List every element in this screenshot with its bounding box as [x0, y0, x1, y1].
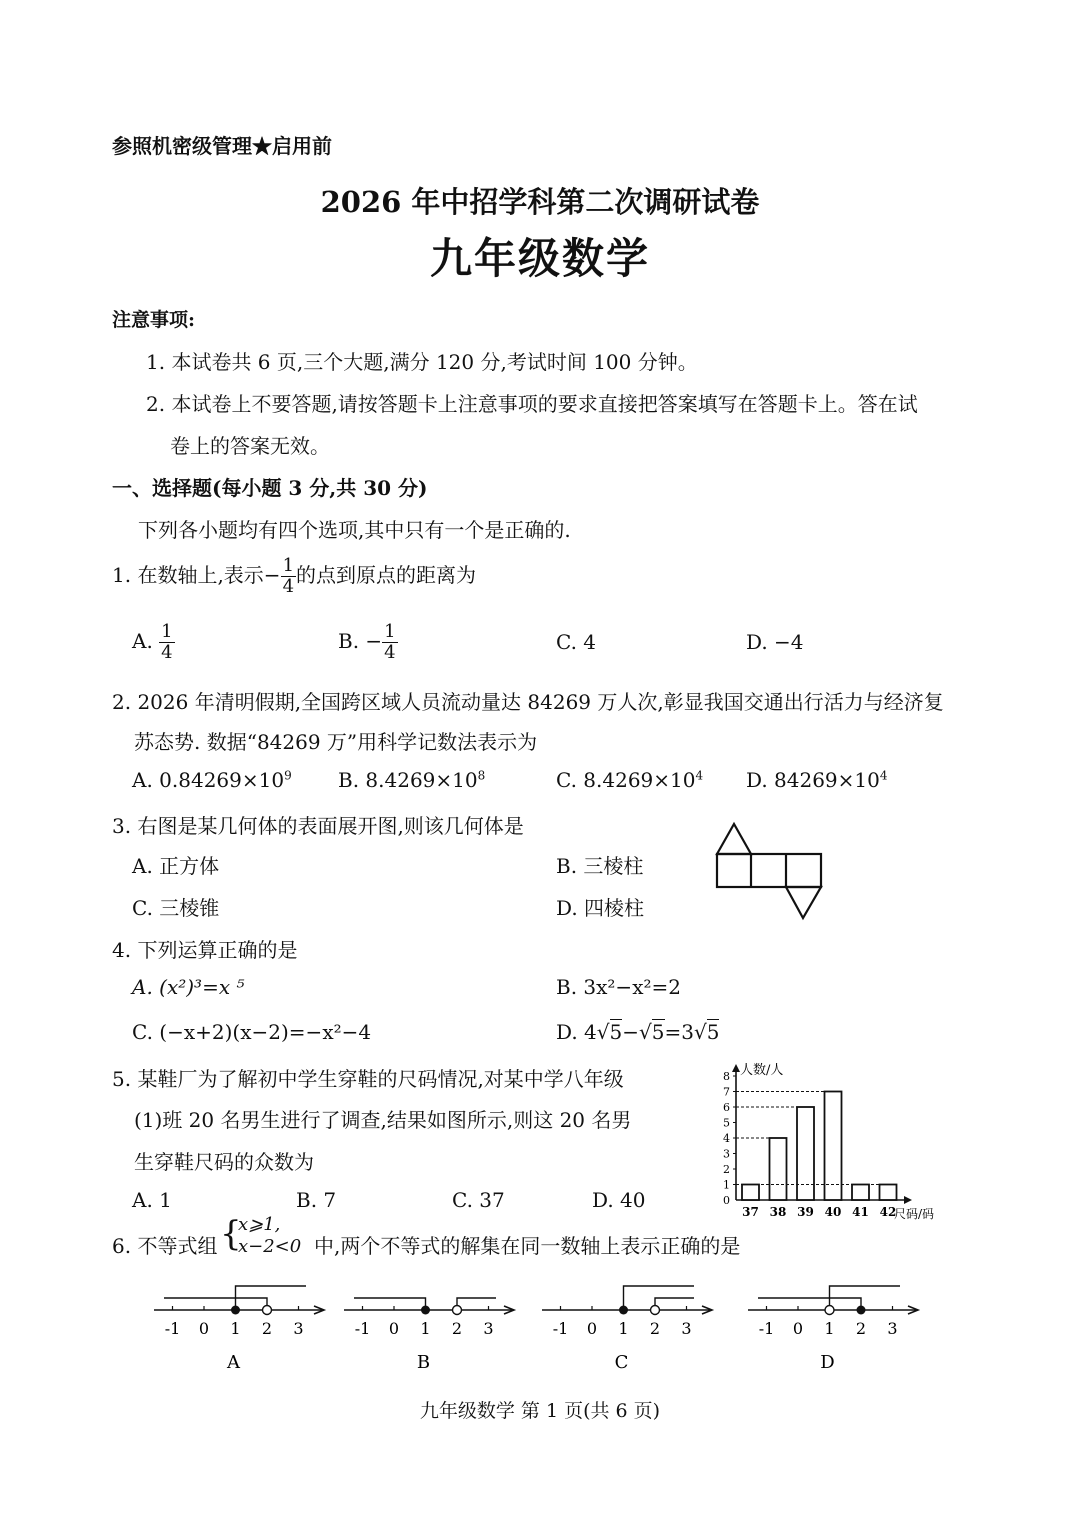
question-3-option-b: B. 三棱柱 — [556, 854, 644, 878]
tick-label: 0 — [388, 1319, 400, 1338]
tick-label: -1 — [552, 1319, 569, 1338]
tick-label: 1 — [618, 1319, 629, 1338]
question-5-option-b: B. 7 — [296, 1188, 337, 1212]
section-heading: 一、选择题(每小题 3 分,共 30 分) — [112, 476, 428, 500]
tick-label: 0 — [586, 1319, 598, 1338]
question-2-option-b: B. $8.4269\times 10^8$ — [338, 768, 486, 792]
y-tick-label: 6 — [723, 1101, 730, 1114]
notes-item-1: 1. 本试卷共 6 页,三个大题,满分 120 分,考试时间 100 分钟。 — [146, 350, 698, 374]
inequality-system: x⩾1, x−2<0 — [238, 1214, 302, 1257]
tick-label: 3 — [483, 1319, 494, 1338]
hollow-endpoint — [825, 1306, 834, 1315]
bar-41 — [852, 1185, 869, 1201]
tick-label: 1 — [230, 1319, 241, 1338]
tick-label: 1 — [824, 1319, 835, 1338]
y-axis-label: 人数/人 — [740, 1063, 784, 1078]
y-tick-label: 2 — [723, 1163, 730, 1176]
option-label: C — [614, 1352, 629, 1373]
option-label: A — [227, 1352, 240, 1373]
exam-title: 2026 年中招学科第二次调研试卷 — [320, 185, 760, 219]
section-intro: 下列各小题均有四个选项,其中只有一个是正确的. — [138, 518, 571, 542]
question-4-option-b: B. 3x²−x²=2 — [556, 975, 681, 999]
hollow-range-bracket — [164, 1298, 267, 1310]
x-tick-label: 41 — [852, 1205, 869, 1219]
tick-label: 2 — [451, 1319, 463, 1338]
y-tick-label: 7 — [723, 1085, 730, 1099]
solid-endpoint — [857, 1306, 866, 1315]
bar-40 — [825, 1092, 842, 1201]
hollow-endpoint — [453, 1306, 462, 1315]
y-tick-label: 0 — [723, 1194, 730, 1207]
shoe-size-bar-chart — [700, 1058, 950, 1224]
question-1-option-b: B. − $\frac{1}{4}$ — [338, 621, 396, 663]
y-axis-arrow — [732, 1064, 740, 1072]
number-line-option-A — [154, 1286, 324, 1373]
net-rectangle-strip — [717, 854, 821, 887]
tick-label: 2 — [649, 1319, 661, 1338]
tick-label: -1 — [354, 1319, 371, 1338]
number-line-option-C — [542, 1286, 712, 1373]
tick-label: 2 — [261, 1319, 273, 1338]
tick-label: 3 — [681, 1319, 692, 1338]
tick-label: -1 — [758, 1319, 775, 1338]
question-4-option-a: A. (x²)³=x ⁵ — [132, 975, 245, 999]
x-axis-label: 尺码/码 — [894, 1207, 935, 1221]
bar-42 — [880, 1185, 897, 1201]
x-tick-label: 42 — [879, 1205, 897, 1219]
classification-label: 参照机密级管理★启用前 — [112, 134, 332, 158]
x-tick-label: 40 — [824, 1205, 842, 1219]
question-5-option-c: C. 37 — [452, 1188, 505, 1212]
question-2-option-d: D. $84269\times 10^4$ — [746, 768, 888, 792]
hollow-range-bracket — [655, 1298, 694, 1310]
hollow-endpoint — [263, 1306, 272, 1315]
tick-label: 3 — [887, 1319, 898, 1338]
question-4-option-c: C. (−x+2)(x−2)=−x²−4 — [132, 1020, 372, 1044]
y-tick-label: 3 — [723, 1147, 730, 1161]
question-2-option-a: A. $0.84269\times 10^9$ — [132, 768, 292, 792]
question-1-stem-before: 1. 在数轴上,表示− — [112, 563, 281, 587]
tick-label: 2 — [855, 1319, 867, 1338]
subject-title: 九年级数学 — [429, 234, 650, 283]
question-4-option-d: D. 4√5−√5=3√5 — [556, 1020, 720, 1044]
y-tick-label: 8 — [723, 1070, 730, 1083]
x-axis-arrow — [904, 1196, 912, 1204]
notes-item-2-line-2: 卷上的答案无效。 — [170, 434, 330, 458]
notes-heading: 注意事项: — [112, 309, 196, 331]
question-4-stem: 4. 下列运算正确的是 — [112, 938, 298, 962]
bar-38 — [770, 1138, 787, 1200]
question-1-fraction: $\frac{1}{4}$ — [282, 555, 295, 597]
question-1-stem — [112, 556, 476, 597]
question-5-line-2: (1)班 20 名男生进行了调查,结果如图所示,则这 20 名男 — [134, 1108, 632, 1132]
hollow-endpoint — [651, 1306, 660, 1315]
prism-net-figure — [710, 818, 830, 924]
y-tick-label: 4 — [723, 1132, 730, 1145]
solid-range-bracket — [354, 1298, 426, 1310]
number-line-option-B — [344, 1298, 514, 1373]
number-line-options — [140, 1270, 940, 1380]
solid-endpoint — [421, 1306, 430, 1315]
question-2-option-c: C. $8.4269\times 10^4$ — [556, 768, 704, 792]
y-tick-label: 1 — [723, 1178, 730, 1192]
question-1-stem-after: 的点到原点的距离为 — [296, 563, 477, 587]
tick-label: 1 — [420, 1319, 431, 1338]
question-3-option-a: A. 正方体 — [132, 854, 220, 878]
solid-range-bracket — [758, 1298, 861, 1310]
solid-endpoint — [619, 1306, 628, 1315]
question-3-stem: 3. 右图是某几何体的表面展开图,则该几何体是 — [112, 814, 524, 838]
question-1-option-d: D. −4 — [746, 630, 804, 654]
question-1-option-c: C. 4 — [556, 630, 597, 654]
x-tick-label: 39 — [797, 1205, 814, 1219]
tick-label: 0 — [198, 1319, 210, 1338]
question-3-option-d: D. 四棱柱 — [556, 896, 645, 920]
net-triangle-bottom — [786, 887, 821, 918]
question-5-option-a: A. 1 — [132, 1188, 172, 1212]
bar-39 — [797, 1107, 814, 1200]
number-line-option-D — [748, 1286, 918, 1373]
question-5-option-d: D. 40 — [592, 1188, 646, 1212]
notes-item-2-line-1: 2. 本试卷上不要答题,请按答题卡上注意事项的要求直接把答案填写在答题卡上。答在试 — [146, 392, 918, 416]
question-6-stem-pre: 6. 不等式组 — [112, 1234, 218, 1258]
question-1-option-a: A. $\frac{1}{4}$ — [132, 621, 173, 663]
y-tick-label: 5 — [723, 1116, 730, 1130]
net-triangle-top — [717, 824, 751, 854]
tick-label: 0 — [792, 1319, 804, 1338]
hollow-range-bracket — [457, 1298, 496, 1310]
question-2-line-1: 2. 2026 年清明假期,全国跨区域人员流动量达 84269 万人次,彰显我国交通出行活力与经济复 — [112, 690, 944, 714]
tick-label: 3 — [293, 1319, 304, 1338]
question-5-line-1: 5. 某鞋厂为了解初中学生穿鞋的尺码情况,对某中学八年级 — [112, 1067, 624, 1091]
x-tick-label: 37 — [742, 1205, 759, 1219]
page-footer: 九年级数学 第 1 页(共 6 页) — [419, 1400, 661, 1422]
tick-label: -1 — [164, 1319, 181, 1338]
solid-endpoint — [231, 1306, 240, 1315]
question-2-line-2: 苏态势. 数据“84269 万”用科学记数法表示为 — [134, 730, 538, 754]
question-3-option-c: C. 三棱锥 — [132, 896, 220, 920]
question-5-line-3: 生穿鞋尺码的众数为 — [134, 1150, 314, 1174]
question-6-stem-post: 中,两个不等式的解集在同一数轴上表示正确的是 — [314, 1234, 741, 1258]
bar-37 — [742, 1185, 759, 1201]
x-tick-label: 38 — [769, 1205, 787, 1219]
option-label: D — [820, 1352, 835, 1373]
option-label: B — [416, 1352, 431, 1373]
brace: { — [220, 1214, 242, 1254]
